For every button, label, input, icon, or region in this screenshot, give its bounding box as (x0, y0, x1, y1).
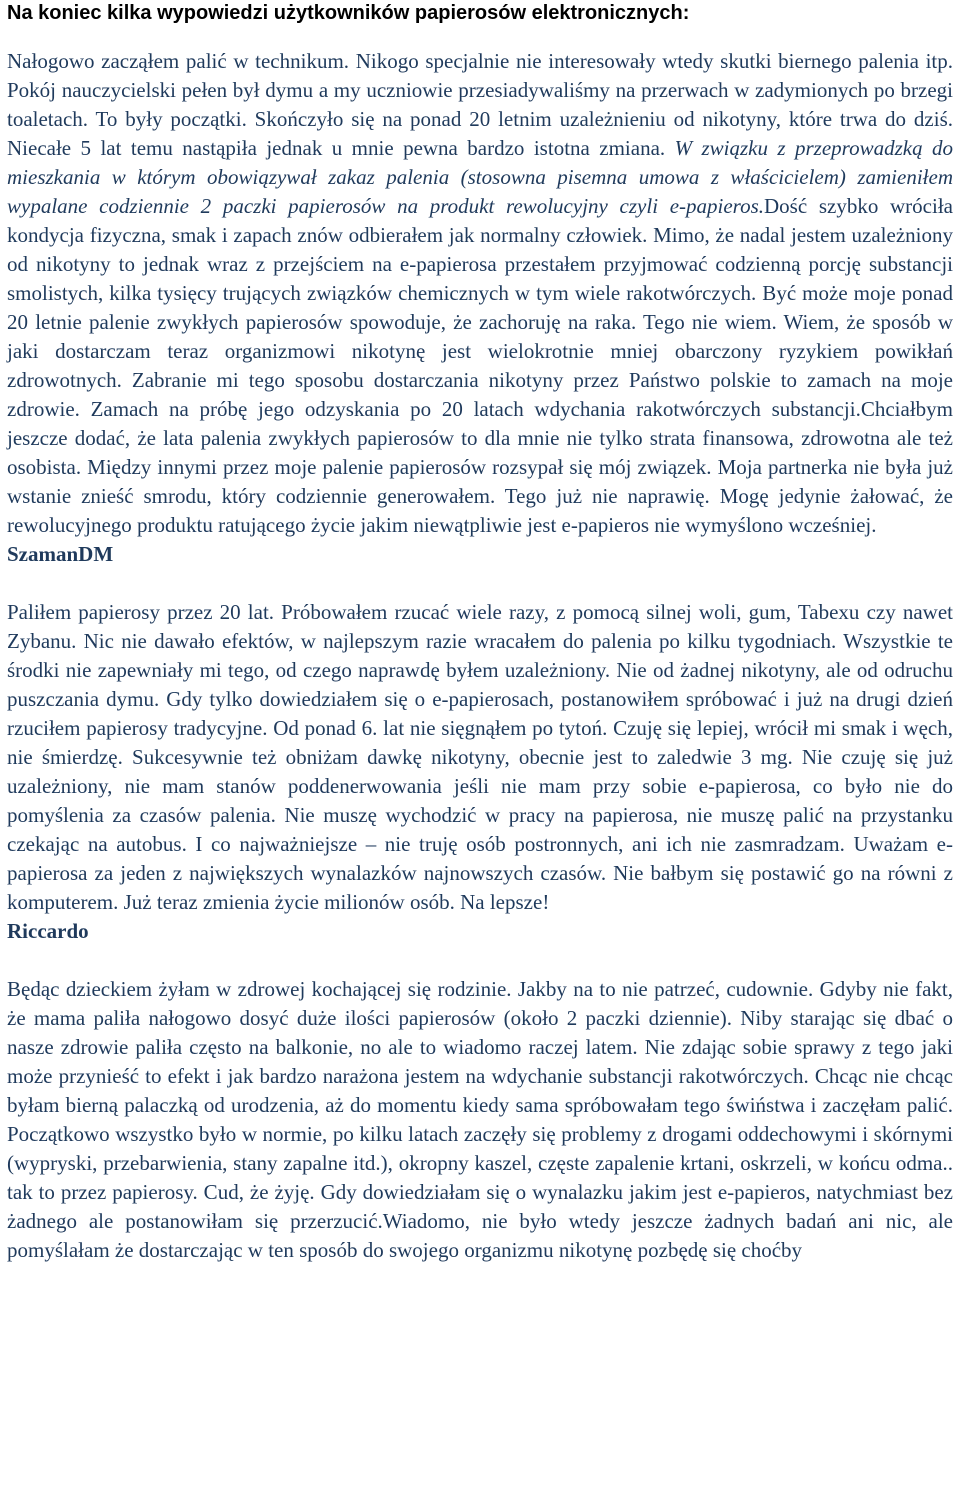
testimonial-1-text (7, 47, 953, 540)
testimonial-1-italic-part: W związku z przeprowadzką do mieszkania w którym obowiązywał zakaz palenia (stosowna pisemna umowa z właścicielem) zamieniłem wypalane codziennie 2 paczki papierosów na produkt rewolucyjny czyli e-papieros. (7, 136, 953, 218)
paragraph-gap (7, 569, 953, 598)
testimonial-1-part-2: Dość szybko wróciła kondycja fizyczna, smak i zapach znów odbierałem jak normalny człowiek. Mimo, że nadal jestem uzależniony od nikotyny to jednak wraz z przejściem na e-papierosa przestałem przyjmować codzienną porcję substancji smolistych, kilka tysięcy trujących związków chemicznych w tym wiele rakotwórczych. Być może moje ponad 20 letnie palenie zwykłych papierosów spowoduje, że zachoruję na raka. Tego nie wiem. Wiem, że sposób w jaki dostarczam teraz organizmowi nikotynę jest wielokrotnie mniej obarczony ryzykiem powikłań zdrowotnych. Zabranie mi tego sposobu dostarczania nikotyny przez Państwo polskie to zamach na moje zdrowie. Zamach na próbę jego odzyskania po 20 latach wdychania rakotwórczych substancji.Chciałbym jeszcze dodać, że lata palenia zwykłych papierosów to dla mnie nie tylko strata finansowa, zdrowotna ale też osobista. Między innymi przez moje palenie papierosów rozsypał się mój związek. Moja partnerka nie była już wstanie znieść smrodu, który codziennie generowałem. Tego już nie naprawię. Mogę jedynie żałować, że rewolucyjnego produktu ratującego życie jakim niewątpliwie jest e-papieros nie wymyślono wcześniej. (7, 194, 953, 537)
testimonial-1-part-1: Nałogowo zacząłem palić w technikum. Nikogo specjalnie nie interesowały wtedy skutki biernego palenia itp. Pokój nauczycielski pełen był dymu a my uczniowie przesiadywaliśmy na przerwach w zadymionych po brzegi toaletach. To były początki. Skończyło się na ponad 20 letnim uzależnieniu od nikotyny, które trwa do dziś. Niecałe 5 lat temu nastąpiła jednak u mnie pewna bardzo istotna zmiana. (7, 49, 953, 160)
testimonial-1-signature: SzamanDM (7, 542, 114, 566)
testimonial-3-text: Będąc dzieckiem żyłam w zdrowej kochającej się rodzinie. Jakby na to nie patrzeć, cudownie. Gdyby nie fakt, że mama paliła nałogowo dosyć duże ilości papierosów (około 2 paczki dziennie). Niby starając się dbać o nasze zdrowie paliła często na balkonie, no ale to wiadomo raczej latem. Nie zdając sobie sprawy z tego jaki może przynieść to efekt i jak bardzo narażona jestem na wdychanie substancji rakotwórczych. Chcąc nie chcąc byłam bierną palaczką od urodzenia, aż do momentu kiedy sama spróbowałam tego świństwa i zaczęłam palić. Początkowo wszystko było w normie, po kilku latach zaczęły się problemy z drogami oddechowymi i skórnymi (wypryski, przebarwienia, stany zapalne itd.), okropny kaszel, częste zapalenie krtani, oskrzeli, w końcu odma.. tak to przez papierosy. Cud, że żyję. Gdy dowiedziałam się o wynalazku jakim jest e-papieros, natychmiast bez żadnego ale postanowiłam się przerzucić.Wiadomo, nie było wtedy jeszcze żadnych badań ani nic, ale pomyślałam że dostarczając w ten sposób do swojego organizmu nikotynę pozbędę się choćby (7, 977, 953, 1262)
document-heading: Na koniec kilka wypowiedzi użytkowników papierosów elektronicznych: (7, 2, 690, 24)
testimonial-2-text: Paliłem papierosy przez 20 lat. Próbowałem rzucać wiele razy, z pomocą silnej woli, gum, Tabexu czy nawet Zybanu. Nic nie dawało efektów, w najlepszym razie wracałem do palenia po kilku tygodniach. Wszystkie te środki nie zapewniały mi tego, od czego naprawdę byłem uzależniony. Nie od żadnej nikotyny, ale od odruchu puszczania dymu. Gdy tylko dowiedziałem się o e-papierosach, postanowiłem spróbować i już na drugi dzień rzuciłem papierosy tradycyjne. Od ponad 6. lat nie sięgnąłem po tytoń. Czuję się lepiej, wrócił mi smak i węch, nie śmierdzę. Sukcesywnie też obniżam dawkę nikotyny, obecnie jest to zaledwie 3 mg. Nie czuję się już uzależniony, nie mam stanów poddenerwowania jeśli nie mam przy sobie e-papierosa, co było nie do pomyślenia za czasów palenia. Nie muszę wychodzić w pracy na papierosa, nie muszę palić na przystanku czekając na autobus. I co najważniejsze – nie truję osób postronnych, ani ich nie zasmradzam. Uważam e-papierosa za jeden z największych wynalazków najnowszych czasów. Nie bałbym się postawić go na równi z komputerem. Już teraz zmienia życie milionów osób. Na lepsze! (7, 600, 953, 914)
testimonial-2-signature: Riccardo (7, 919, 89, 943)
paragraph-gap (7, 946, 953, 975)
